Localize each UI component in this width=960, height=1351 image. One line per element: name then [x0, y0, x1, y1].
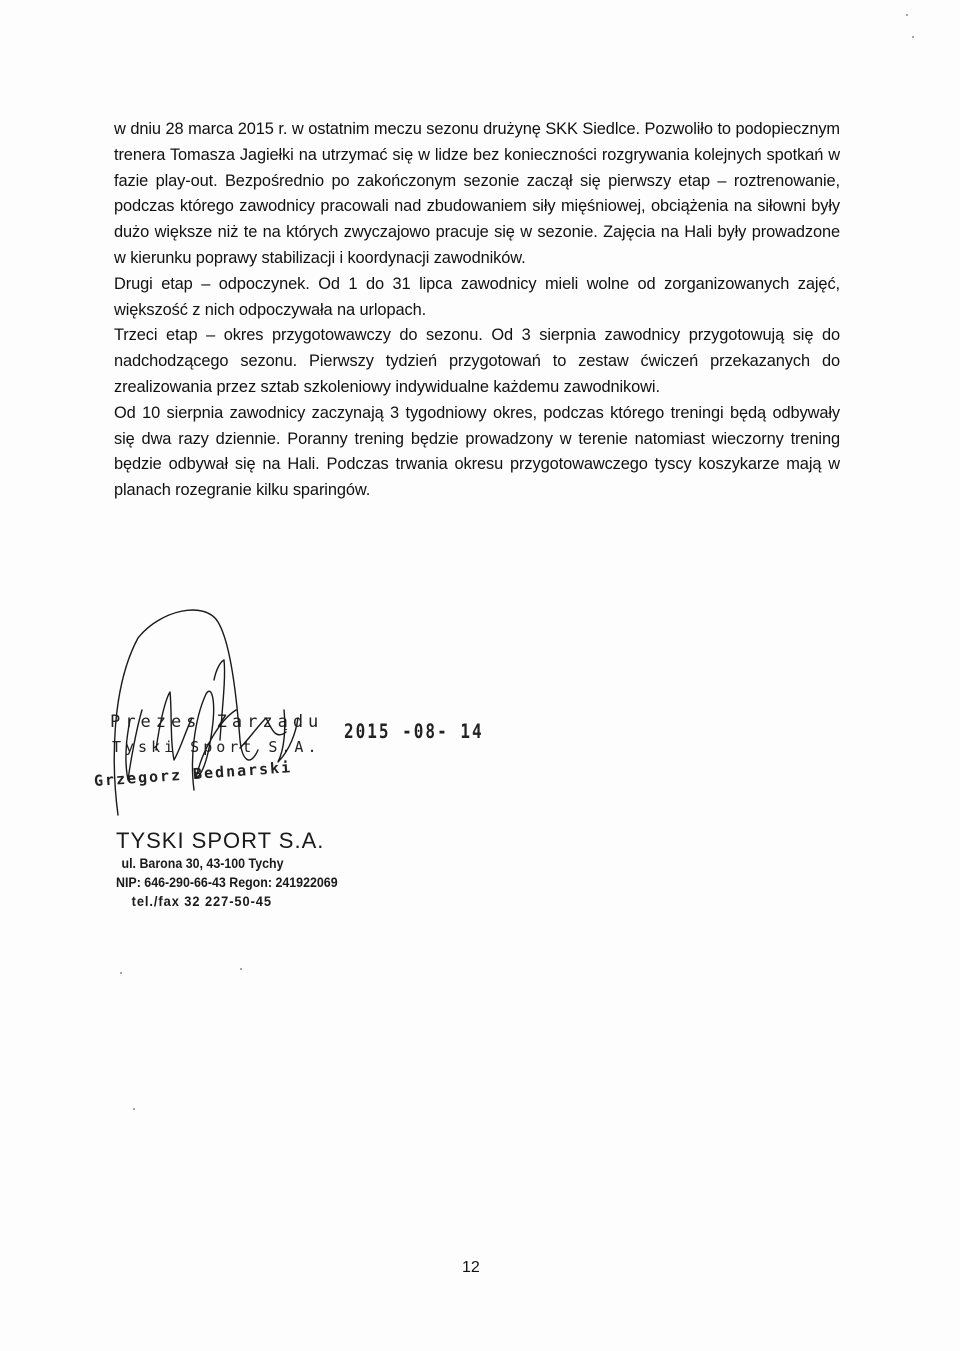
scan-speck: [133, 1108, 135, 1110]
paragraph-4: Od 10 sierpnia zawodnicy zaczynają 3 tygodniowy okres, podczas którego treningi będą odbywały się dwa razy dziennie. Poranny trening będzie prowadzony w terenie natomiast wieczorny trening będzie odbywał się na Hali. Podczas trwania okresu przygotowawczego tyscy koszykarze mają w planach rozegranie kilku sparingów.: [114, 403, 840, 500]
stamp-title: Prezes Zarządu: [110, 712, 324, 732]
company-stamp: [116, 828, 357, 911]
scan-speck: [240, 968, 242, 970]
scan-speck: [120, 972, 122, 974]
paragraph-1: w dniu 28 marca 2015 r. w ostatnim meczu sezonu drużynę SKK Siedlce. Pozwoliło to podopiecznym trenera Tomasza Jagiełki na utrzymać się w lidze bez konieczności rozgrywania kolejnych spotkań w fazie play-out. Bezpośrednio po zakończonym sezonie zaczął się pierwszy etap – roztrenowanie, podczas którego zawodnicy pracowali nad zbudowaniem siły mięśniowej, obciążenia na siłowni były dużo większe niż te na których zwyczajowo pracuje się w sezonie. Zajęcia na Hali były prowadzone w kierunku poprawy stabilizacji i koordynacji zawodników.: [114, 120, 840, 267]
scan-speck: [912, 36, 914, 38]
company-address: ul. Barona 30, 43-100 Tychy: [121, 856, 284, 871]
company-name: TYSKI SPORT S.A.: [116, 828, 325, 853]
date-stamp: 2015 -08- 14: [344, 720, 484, 743]
page-number: 12: [462, 1259, 480, 1276]
scan-speck: [906, 14, 908, 16]
stamp-organization: Tyski Sport S.A.: [112, 738, 321, 756]
company-phone: tel./fax 32 227-50-45: [131, 893, 272, 909]
document-body: [114, 117, 840, 504]
company-ids: NIP: 646-290-66-43 Regon: 241922069: [116, 875, 338, 890]
stamp-signatory-name: Grzegorz Bednarski: [93, 758, 293, 790]
paragraph-3: Trzeci etap – okres przygotowawczy do sezonu. Od 3 sierpnia zawodnicy przygotowują się do nadchodzącego sezonu. Pierwszy tydzień przygotowań to zestaw ćwiczeń przekazanych do zrealizowania przez sztab szkoleniowy indywidualne każdemu zawodnikowi.: [114, 326, 840, 396]
paragraph-2: Drugi etap – odpoczynek. Od 1 do 31 lipca zawodnicy mieli wolne od zorganizowanych zajęć, większość z nich odpoczywała na urlopach.: [114, 274, 840, 319]
